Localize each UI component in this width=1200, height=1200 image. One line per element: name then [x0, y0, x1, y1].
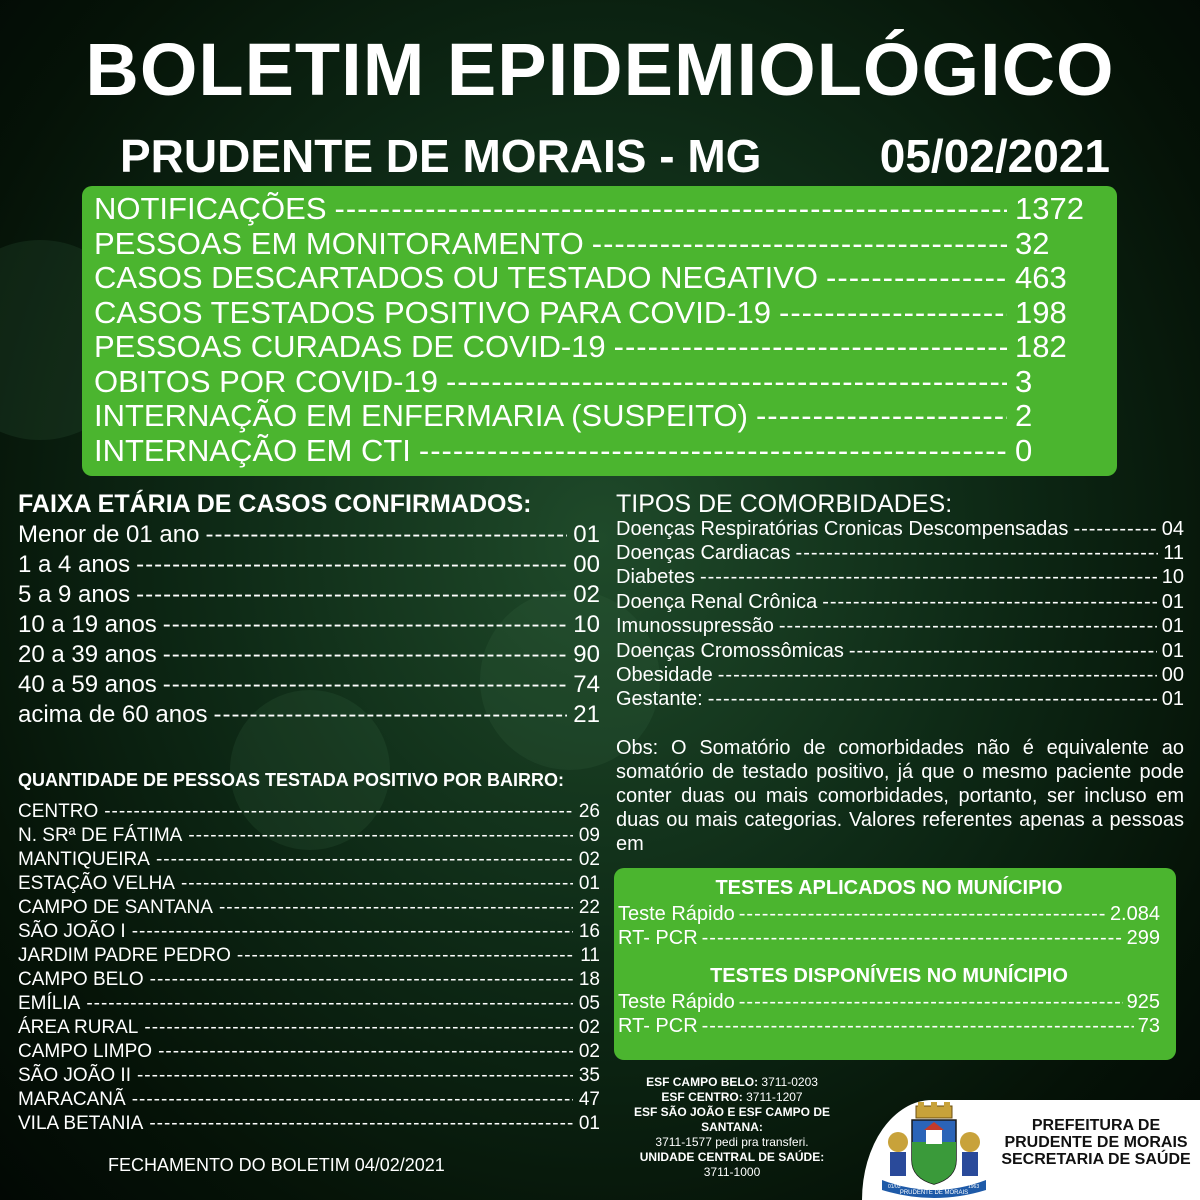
list-item: Diabetes ----- 10 [616, 566, 1184, 590]
list-item: EMÍLIA ----- 05 [18, 992, 600, 1016]
list-item: VILA BETANIA ----- 01 [18, 1112, 600, 1136]
bulletin-date: 05/02/2021 [879, 130, 1110, 182]
list-item: Imunossupressão ----- 01 [616, 615, 1184, 639]
age-list [18, 520, 600, 730]
list-item: CAMPO BELO ----- 18 [18, 968, 600, 992]
prefeitura-label: PREFEITURA DE PRUDENTE DE MORAIS SECRETARIA DE SAÚDE [1001, 1117, 1191, 1168]
list-item: JARDIM PADRE PEDRO ----- 11 [18, 944, 600, 968]
tests-box [614, 868, 1176, 1060]
list-item: 20 a 39 anos ----- 90 [18, 640, 600, 670]
list-item: RT- PCR ----- 73 [618, 1014, 1160, 1038]
comorbidities-list [616, 517, 1184, 712]
svg-text:1963: 1963 [968, 1184, 980, 1190]
list-item: CAMPO DE SANTANA ----- 22 [18, 896, 600, 920]
contacts-block: ESF CAMPO BELO: 3711-0203 ESF CENTRO: 3711-1207 ESF SÃO JOÃO E ESF CAMPO DE SANTANA: 3711-1577 pedi pra transferi. UNIDADE CENTRAL DE SAÚDE: 3711-1000 [633, 1075, 831, 1179]
list-item: Gestante: ----- 01 [616, 688, 1184, 712]
list-item: Teste Rápido ----- 2.084 [618, 902, 1160, 926]
city-seal-icon [876, 1102, 992, 1198]
city-name: PRUDENTE DE MORAIS - MG [120, 130, 762, 182]
list-item: 5 a 9 anos ----- 02 [18, 580, 600, 610]
list-item: 40 a 59 anos ----- 74 [18, 670, 600, 700]
list-item: ÁREA RURAL ----- 02 [18, 1016, 600, 1040]
summary-row: INTERNAÇÃO EM ENFERMARIA (SUSPEITO) ----- 2 [94, 399, 1105, 434]
summary-row: PESSOAS EM MONITORAMENTO ----- 32 [94, 227, 1105, 262]
list-item: Doenças Cardiacas ----- 11 [616, 541, 1184, 565]
closing-date: FECHAMENTO DO BOLETIM 04/02/2021 [108, 1155, 445, 1175]
list-item: Doenças Cromossômicas ----- 01 [616, 639, 1184, 663]
list-item: Doenças Respiratórias Cronicas Descompensadas ----- 04 [616, 517, 1184, 541]
list-item: RT- PCR ----- 299 [618, 926, 1160, 950]
list-item: MANTIQUEIRA ----- 02 [18, 848, 600, 872]
summary-row: INTERNAÇÃO EM CTI ----- 0 [94, 434, 1105, 469]
list-item: CAMPO LIMPO ----- 02 [18, 1040, 600, 1064]
summary-row: CASOS DESCARTADOS OU TESTADO NEGATIVO ----- 463 [94, 261, 1105, 296]
comorbidities-title: TIPOS DE COMORBIDADES: [616, 490, 953, 518]
comorbidities-note: Obs: O Somatório de comorbidades não é equivalente ao somatório de testado positivo, já que o mesmo paciente pode conter duas ou mais comorbidades, portanto, ser incluso em duas ou mais categorias. Valores referentes apenas a pessoas em [616, 737, 1184, 855]
list-item: SÃO JOÃO I ----- 16 [18, 920, 600, 944]
bairro-section-title: QUANTIDADE DE PESSOAS TESTADA POSITIVO POR BAIRRO: [18, 770, 565, 790]
bairro-list [18, 800, 600, 1136]
age-section-title: FAIXA ETÁRIA DE CASOS CONFIRMADOS: [18, 490, 532, 518]
tests-available-title: TESTES DISPONÍVEIS NO MUNÍCIPIO [710, 965, 1068, 987]
summary-row: PESSOAS CURADAS DE COVID-19 ----- 182 [94, 330, 1105, 365]
svg-text:PRUDENTE DE MORAIS: PRUDENTE DE MORAIS [899, 1190, 969, 1196]
list-item: ESTAÇÃO VELHA ----- 01 [18, 872, 600, 896]
summary-row: CASOS TESTADOS POSITIVO PARA COVID-19 ----- 198 [94, 296, 1105, 331]
list-item: N. SRª DE FÁTIMA ----- 09 [18, 824, 600, 848]
list-item: Doença Renal Crônica ----- 01 [616, 590, 1184, 614]
list-item: 1 a 4 anos ----- 00 [18, 550, 600, 580]
summary-row: NOTIFICAÇÕES ----- 1372 [94, 192, 1105, 227]
list-item: 10 a 19 anos ----- 10 [18, 610, 600, 640]
summary-box [82, 186, 1117, 476]
list-item: CENTRO ----- 26 [18, 800, 600, 824]
page-title: BOLETIM EPIDEMIOLÓGICO [85, 28, 1115, 111]
list-item: MARACANÃ ----- 47 [18, 1088, 600, 1112]
tests-applied-title: TESTES APLICADOS NO MUNÍCIPIO [715, 877, 1063, 899]
list-item: Menor de 01 ano ----- 01 [18, 520, 600, 550]
summary-row: OBITOS POR COVID-19 ----- 3 [94, 365, 1105, 400]
list-item: Obesidade ----- 00 [616, 663, 1184, 687]
list-item: acima de 60 anos ----- 21 [18, 700, 600, 730]
svg-text:01/03: 01/03 [888, 1184, 901, 1190]
list-item: SÃO JOÃO II ----- 35 [18, 1064, 600, 1088]
list-item: Teste Rápido ----- 925 [618, 990, 1160, 1014]
